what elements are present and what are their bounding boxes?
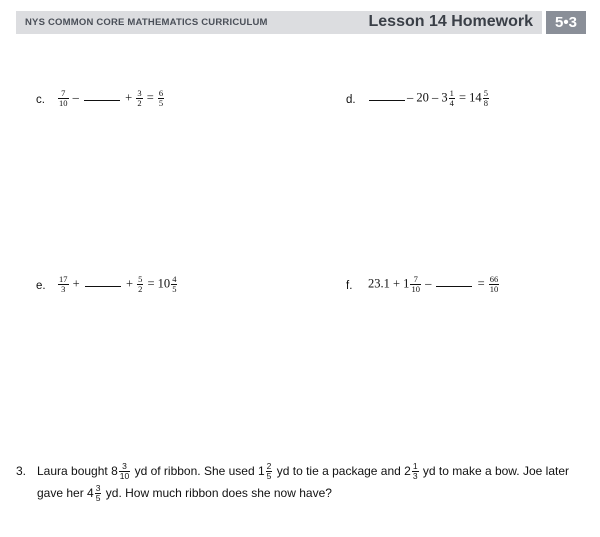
fraction: $\frac{66}{10}$	[489, 274, 499, 294]
lesson-title: Lesson 14 Homework	[368, 13, 533, 30]
fraction: $\frac{1}{3}$	[412, 461, 418, 482]
problem-c-label: c.	[36, 94, 45, 106]
fraction: $\frac{2}{5}$	[266, 461, 272, 482]
problem-e-label: e.	[36, 280, 46, 292]
fraction: $\frac{3}{5}$	[95, 483, 101, 504]
module-badge: 5•3	[546, 11, 586, 34]
fraction: $\frac{3}{2}$	[137, 88, 142, 108]
fraction: $\frac{1}{4}$	[449, 88, 454, 108]
problem-f-label: f.	[346, 280, 353, 292]
problem-d-label: d.	[346, 94, 356, 106]
problem-d: – 20 – 3 $\frac{1}{4}$ = 14 $\frac{5}{8}$	[367, 89, 490, 108]
fraction: $\frac{7}{10}$	[59, 88, 68, 108]
fraction: $\frac{6}{5}$	[158, 88, 164, 108]
word-problem-line-1: Laura bought 8 $\frac{3}{10}$ yd of ribbon. She used 1 $\frac{2}{5}$ yd to tie a package and 2 $\frac{1}{3}$ yd to make a bow. Joe later	[37, 461, 570, 482]
fraction: $\frac{17}{3}$	[59, 274, 68, 294]
fraction: $\frac{4}{5}$	[172, 274, 177, 294]
answer-blank[interactable]	[85, 285, 121, 287]
problem-c: $\frac{7}{10}$ – + $\frac{3}{2}$ = $\frac{6}{5}$	[59, 88, 164, 108]
fraction: $\frac{7}{10}$	[411, 274, 420, 294]
problem-f: 23.1 + 1 $\frac{7}{10}$ – = $\frac{66}{10}$	[368, 274, 499, 294]
answer-blank[interactable]	[436, 285, 472, 287]
answer-blank[interactable]	[369, 99, 405, 101]
problem-e: $\frac{17}{3}$ + + $\frac{5}{2}$ = 10 $\frac{4}{5}$	[59, 274, 177, 294]
header-bar	[16, 11, 542, 34]
fraction: $\frac{3}{10}$	[119, 461, 130, 482]
word-problem-number: 3.	[16, 464, 27, 478]
fraction: $\frac{5}{2}$	[138, 274, 143, 294]
fraction: $\frac{5}{8}$	[483, 88, 488, 108]
word-problem-line-2: gave her 4 $\frac{3}{5}$ yd. How much ribbon does she now have?	[37, 483, 332, 504]
curriculum-title: NYS COMMON CORE MATHEMATICS CURRICULUM	[25, 17, 268, 28]
answer-blank[interactable]	[84, 99, 120, 101]
